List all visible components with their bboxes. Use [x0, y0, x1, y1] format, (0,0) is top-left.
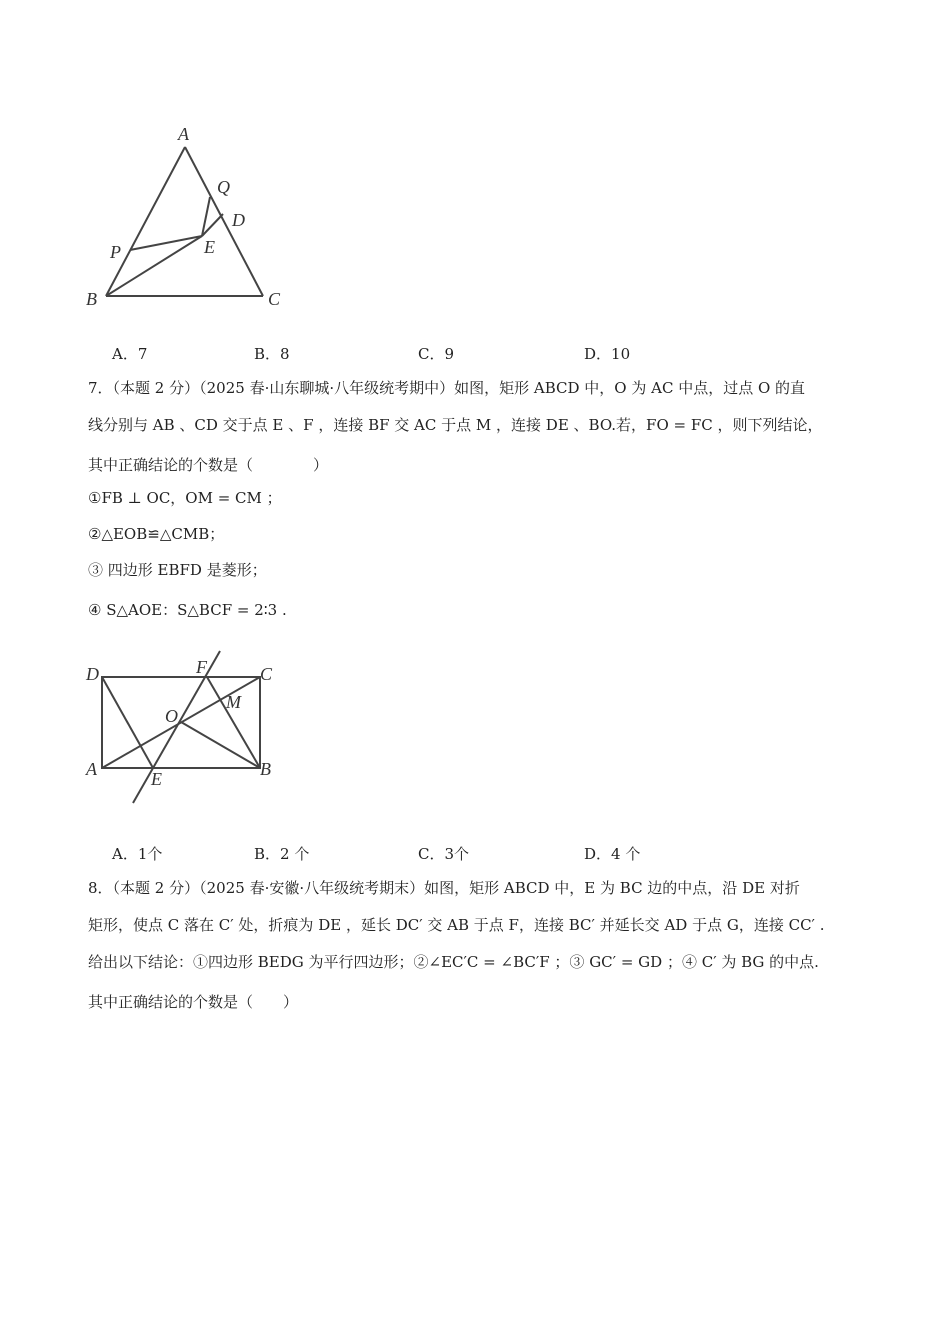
- q7-option-c[interactable]: C．3个: [418, 845, 470, 863]
- rectangle-figure: [80, 645, 300, 810]
- label-f: F: [196, 657, 207, 677]
- label-m: M: [226, 692, 241, 712]
- q7-option-d[interactable]: D．4 个: [584, 845, 641, 863]
- q8-line-1: 8．（本题 2 分）（2025 春·安徽·八年级统考期末）如图，矩形 ABCD 中，E 为 BC 边的中点，沿 DE 对折: [88, 879, 800, 897]
- q6-option-a[interactable]: A．7: [112, 345, 148, 363]
- q6-option-c[interactable]: C．9: [418, 345, 455, 363]
- q7-statement-1: ①FB ⊥ OC，OM = CM ；: [88, 489, 282, 507]
- label-b: B: [260, 759, 271, 779]
- q7-statement-2: ②△EOB≌△CMB；: [88, 525, 225, 543]
- q6-option-d[interactable]: D．10: [584, 345, 631, 363]
- label-o: O: [165, 706, 178, 726]
- q7-line-3: 其中正确结论的个数是（ ）: [88, 456, 329, 474]
- triangle-figure: [80, 120, 300, 320]
- label-d: D: [232, 210, 245, 230]
- q8-line-3: 给出以下结论：①四边形 BEDG 为平行四边形；②∠EC′C = ∠BC′F ；③ GC′ = GD ；④ C′ 为 BG 的中点.: [88, 953, 819, 971]
- q6-option-b[interactable]: B．8: [254, 345, 290, 363]
- label-a: A: [178, 124, 189, 144]
- label-q: Q: [217, 177, 230, 197]
- label-d: D: [86, 664, 99, 684]
- q8-line-4: 其中正确结论的个数是（ ）: [88, 993, 299, 1011]
- q7-line-1: 7．（本题 2 分）（2025 春·山东聊城·八年级统考期中）如图，矩形 ABCD 中，O 为 AC 中点，过点 O 的直: [88, 379, 806, 397]
- q7-line-2: 线分别与 AB 、CD 交于点 E 、F ，连接 BF 交 AC 于点 M ，连接 DE 、BO.若，FO = FC ，则下列结论，: [88, 416, 823, 434]
- label-c: C: [268, 289, 281, 309]
- label-e: E: [204, 237, 215, 257]
- label-b: B: [86, 289, 97, 309]
- label-e: E: [151, 769, 162, 789]
- q7-option-a[interactable]: A．1个: [112, 845, 163, 863]
- q7-statement-4: ④ S△AOE：S△BCF = 2∶3 .: [88, 601, 287, 619]
- q8-line-2: 矩形，使点 C 落在 C′ 处，折痕为 DE ，延长 DC′ 交 AB 于点 F，连接 BC′ 并延长交 AD 于点 G，连接 CC′ .: [88, 916, 825, 934]
- label-a: A: [86, 759, 97, 779]
- q7-option-b[interactable]: B．2 个: [254, 845, 310, 863]
- label-c: C: [260, 664, 273, 684]
- label-p: P: [110, 242, 121, 262]
- q7-statement-3: ③ 四边形 EBFD 是菱形；: [88, 561, 267, 579]
